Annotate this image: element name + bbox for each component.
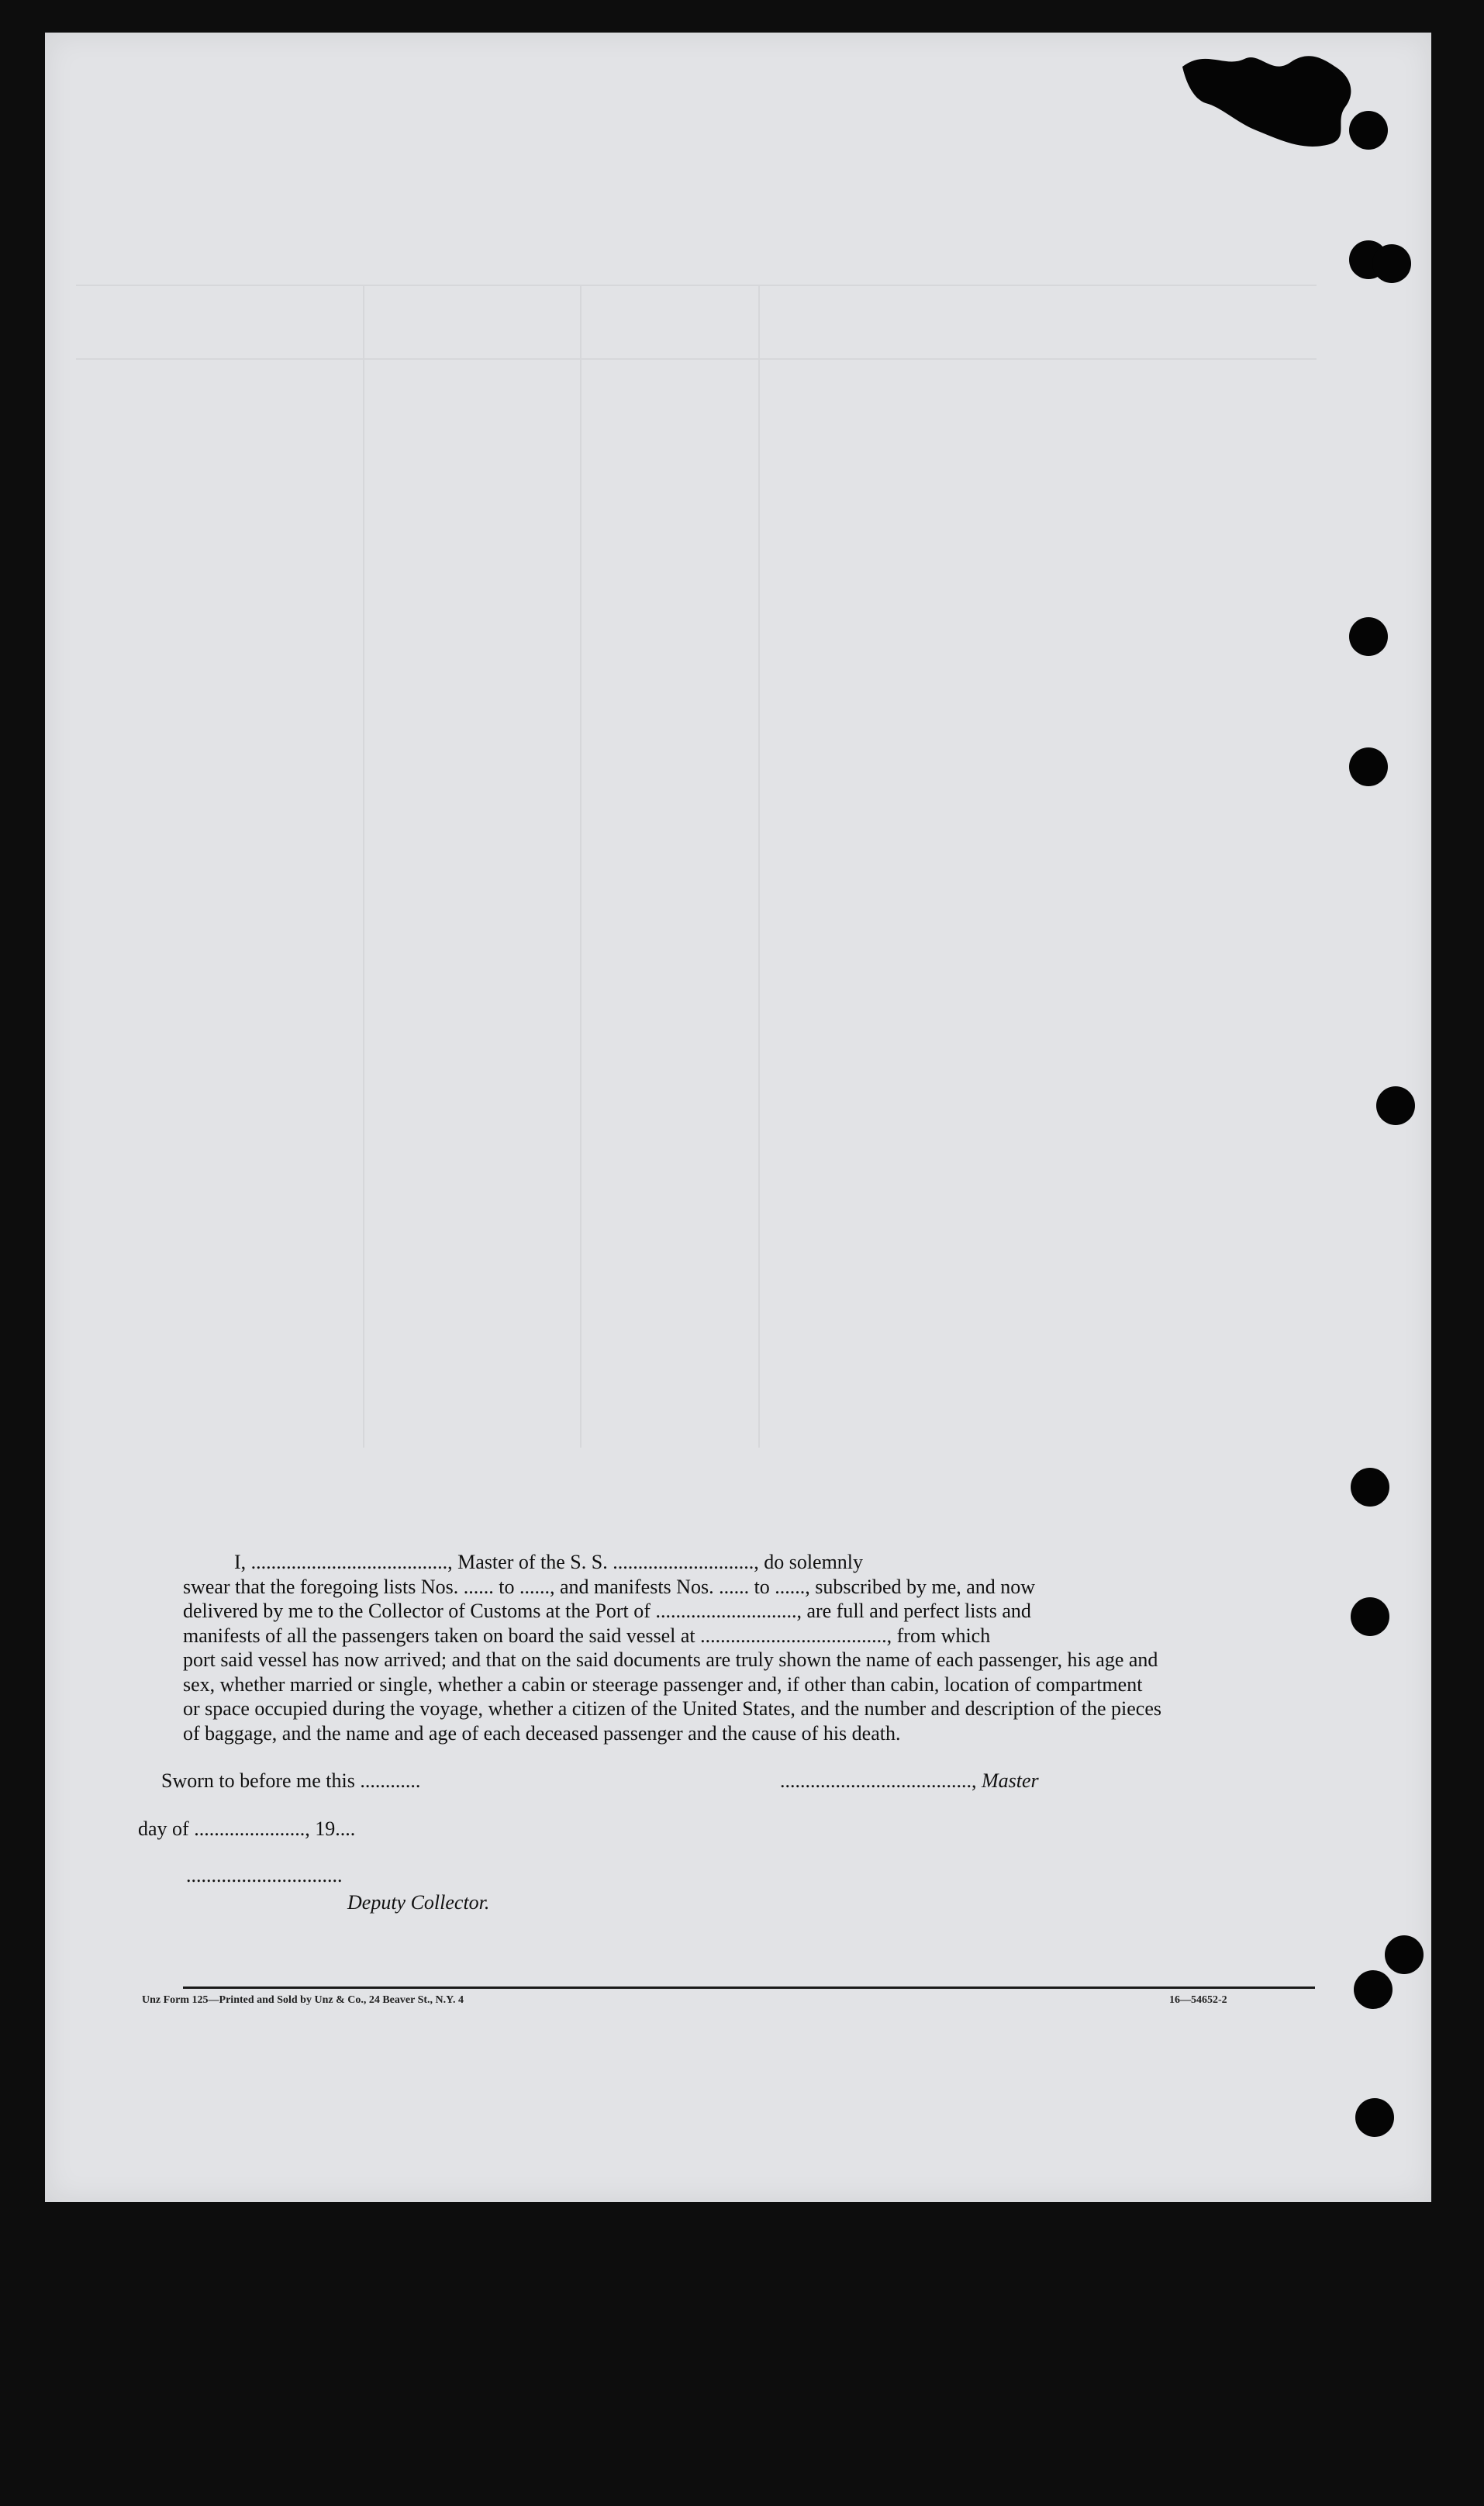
faint-column-rule [758,285,760,1448]
oath-line: swear that the foregoing lists Nos. ...... to ......, and manifests Nos. ...... to ......, subscribed by me, and now [183,1575,1036,1598]
footer-printer-note: Unz Form 125—Printed and Sold by Unz & Co., 24 Beaver St., N.Y. 4 [142,1994,464,2006]
punch-hole [1385,1935,1424,1974]
master-dots: ......................................, [780,1769,977,1792]
day-of-line: day of ......................, 19.... [138,1817,356,1840]
punch-hole [1351,1597,1389,1636]
faint-header-rule [76,358,1317,360]
footer-form-number: 16—54652-2 [1169,1994,1227,2006]
punch-hole [1349,747,1388,786]
oath-line: or space occupied during the voyage, whether a citizen of the United States, and the number and description of the pieces [183,1697,1162,1720]
oath-line: delivered by me to the Collector of Customs at the Port of ............................, are full and perfect lists and [183,1600,1031,1622]
oath-paragraph [183,1550,1315,1745]
oath-line: of baggage, and the name and age of each deceased passenger and the cause of his death. [183,1721,901,1745]
master-signature-line [780,1769,1039,1793]
collector-dots: ............................... [186,1864,343,1886]
punch-hole [1349,617,1388,656]
document-page [45,33,1431,2202]
deputy-collector-label: Deputy Collector. [347,1891,490,1914]
master-label: Master [982,1769,1039,1792]
oath-line: manifests of all the passengers taken on board the said vessel at ....................................., from which [183,1624,991,1647]
footer-rule [183,1987,1315,1989]
faint-column-rule [580,285,582,1448]
oath-line: sex, whether married or single, whether a cabin or steerage passenger and, if other than cabin, location of compartment [183,1672,1143,1696]
sworn-line: Sworn to before me this ............ [161,1769,421,1792]
oath-line: I, ......................................., Master of the S. S. ............................, do solemnly [234,1551,864,1573]
faint-column-rule [363,285,364,1448]
punch-hole [1351,1468,1389,1507]
punch-hole [1349,111,1388,150]
oath-line: port said vessel has now arrived; and that on the said documents are truly shown the name of each passenger, his age and [183,1648,1158,1671]
punch-hole [1354,1970,1393,2009]
punch-hole [1376,1086,1415,1125]
punch-hole [1372,244,1411,283]
faint-header-rule [76,285,1317,286]
punch-hole [1355,2098,1394,2137]
